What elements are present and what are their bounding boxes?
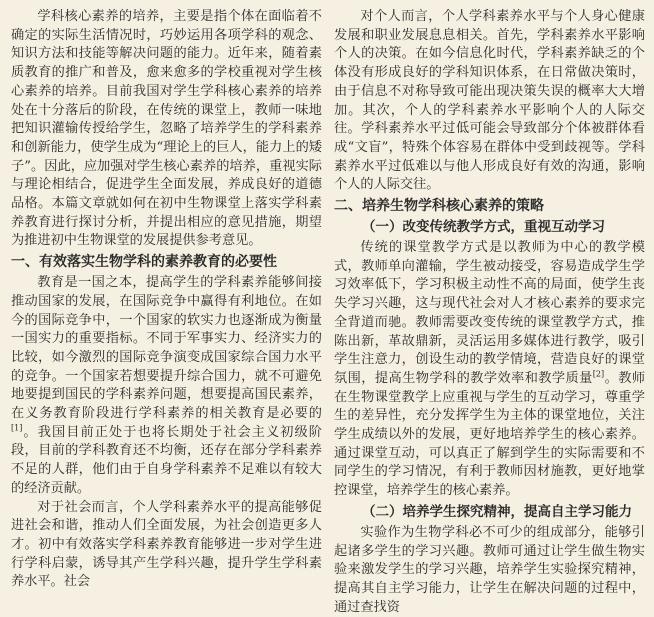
society-paragraph: 对于社会而言，个人学科素养水平的提高能够促进社会和谐，推动人们全面发展，为社会创造更多人才。初中有效落实学科素养教育能够进一步对学生进行学科启蒙，诱导其产生学科兴趣，提升学生学科素养水平。社会 (11, 499, 322, 590)
right-column (334, 8, 645, 617)
paragraph-text-continued: 。我国目前正处于也将长期处于社会主义初级阶段，目前的学科教育还不均衡，还存在部分学科素养不足的人群，他们由于自身学科素养不足难以有较大的经济贡献。 (11, 424, 322, 496)
section-heading-2: 二、培养生物学科核心素养的策略 (334, 198, 544, 215)
paragraph-text: 传统的课堂教学方式是以教师为中心的教学模式，教师单向灌输，学生被动接受，容易造成学生学习效率低下，学习积极主动性不高的局面，使学生丧失学习兴趣，这与现代社会对人才核心素养的要求完全背道而驰。教师需要改变传统的课堂教学方式，推陈出新，革故鼎新，灵活运用多媒体进行教学，吸引学生注意力，创设生动的教学情境，营造良好的课堂氛围，提高生物学科的教学效率和教学质量 (334, 240, 645, 386)
paragraph-text: 教育是一国之本，提高学生的学科素养能够间接推动国家的发展，在国际竞争中赢得有利地位。在如今的国际竞争中，一个国家的软实力也逐渐成为衡量一国实力的重要指标。不同于军事实力、经济实力的比较，如今激烈的国际竞争演变成国家综合国力水平的竞争。一个国家若想要提升综合国力，就不可避免地要提到国民的学科素养问题，想要提高国民素养，在义务教育阶段进行学科素养的相关教育是必要的 (11, 275, 322, 422)
subsection-heading-2: （二）培养学生探究精神，提高自主学习能力 (362, 503, 632, 520)
paragraph-text-continued: 。教师在生物课堂教学上应重视与学生的互动学习，尊重学生的差异性，充分发挥学生为主体的课堂地位，关注学生成绩以外的发展，更好地培养学生的核心素养。通过课堂互动，可以真正了解到学生的实际需要和不同学生的学习情况，有利于教师因材施教，更好地掌控课堂，培养学生的核心素养。 (334, 370, 646, 499)
experiment-paragraph: 实验作为生物学科必不可少的组成部分，能够引起诸多学生的学习兴趣。教师可通过让学生做生物实验来激发学生的学习兴趣，培养学生实验探究精神，提高其自主学习能力，让学生在解决问题的过程中，通过查找资 (334, 524, 645, 615)
citation-ref-1: [1] (11, 423, 23, 433)
citation-ref-2: [2] (592, 369, 605, 379)
necessity-paragraph (11, 274, 322, 498)
individual-paragraph: 对个人而言，个人学科素养水平与个人身心健康发展和职业发展息息相关。首先，学科素养水平影响个人的决策。在如今信息化时代，学科素养缺乏的个体没有形成良好的学科知识体系，在日常做决策时，由于信息不对称导致可能出现决策失误的概率大大增加。其次，个人的学科素养水平影响个人的人际交往。学科素养水平过低可能会导致部分个体被群体看成“文盲”，特殊个体容易在群体中受到歧视等。学科素养水平过低难以与他人形成良好有效的沟通，影响个人的人际交往。 (334, 9, 645, 193)
section-heading-1: 一、有效落实生物学科的素养教育的必要性 (11, 254, 277, 271)
subsection-heading-1: （一）改变传统教学方式，重视互动学习 (362, 219, 605, 236)
intro-paragraph: 学科核心素养的培养，主要是指个体在面临着不确定的实际生活情况时，巧妙运用各项学科的观念、知识方法和技能等解决问题的能力。近年来，随着素质教育的推广和普及，愈来愈多的学校重视对学生核心素养的培养。目前我国对学生学科核心素养的培养处在十分落后的阶段，在传统的课堂上，教师一味地把知识灌输传授给学生，忽略了培养学生的学科素养和创新能力，使学生成为“理论上的巨人，能力上的矮子”。因此，应加强对学生核心素养的培养，重视实际与理论相结合，促进学生全面发展，养成良好的道德品格。本篇文章就如何在初中生物课堂上落实学科素养教育进行探讨分析，并提出相应的意见措施，期望为推进初中生物课堂的发展提供参考意见。 (11, 9, 322, 249)
left-column (11, 8, 322, 592)
teaching-method-paragraph (334, 239, 645, 501)
